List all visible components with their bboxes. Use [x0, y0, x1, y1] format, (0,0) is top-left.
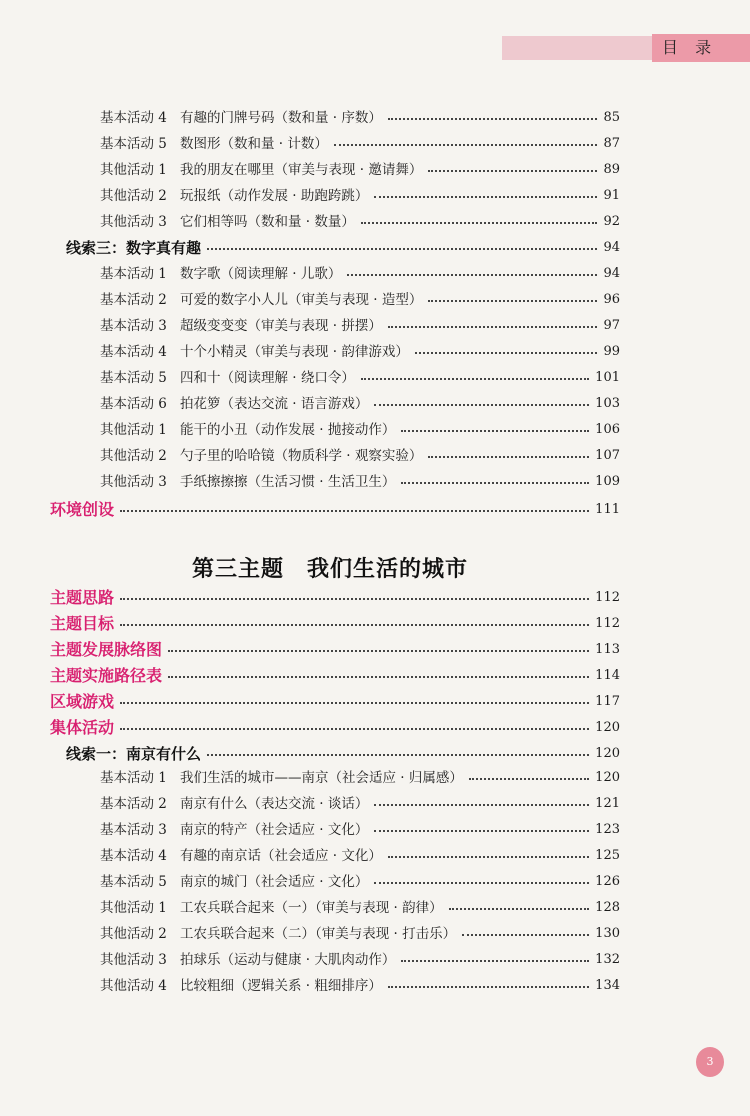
toc-section-heading[interactable]: [0, 716, 750, 740]
page-number: 120: [595, 720, 620, 735]
toc-entry[interactable]: [0, 392, 750, 416]
page-number: 91: [603, 188, 620, 203]
page-number: 134: [595, 978, 620, 993]
activity-number: 基本活动 5: [100, 136, 167, 152]
activity-number: 基本活动 3: [100, 318, 167, 334]
dot-leader: [207, 754, 589, 756]
activity-number: 基本活动 5: [100, 874, 167, 890]
toc-header-label: 目 录: [652, 34, 750, 62]
dot-leader: [120, 702, 589, 704]
toc-entry[interactable]: [0, 870, 750, 894]
toc-section-heading[interactable]: [0, 664, 750, 688]
activity-title: 四和十（阅读理解 · 绕口令）: [180, 370, 355, 386]
dot-leader: [120, 510, 589, 512]
activity-number: 基本活动 4: [100, 848, 167, 864]
section-label: 主题发展脉络图: [50, 640, 163, 659]
dot-leader: [428, 456, 589, 458]
section-label: 主题思路: [50, 588, 115, 607]
dot-leader: [207, 248, 597, 250]
page-number: 113: [595, 642, 620, 657]
page-number: 106: [595, 422, 620, 437]
dot-leader: [388, 326, 597, 328]
page-number: 94: [603, 266, 620, 281]
toc-entry[interactable]: [0, 314, 750, 338]
page-number: 121: [595, 796, 620, 811]
toc-section-heading[interactable]: [0, 586, 750, 610]
activity-title: 能干的小丑（动作发展 · 抛接动作）: [180, 422, 396, 438]
activity-title: 南京的特产（社会适应 · 文化）: [180, 822, 369, 838]
page-number: 132: [595, 952, 620, 967]
dot-leader: [347, 274, 597, 276]
activity-title: 勺子里的哈哈镜（物质科学 · 观察实验）: [180, 448, 423, 464]
page-number: 130: [595, 926, 620, 941]
activity-title: 工农兵联合起来（一）（审美与表现 · 韵律）: [180, 900, 443, 916]
toc-entry[interactable]: [0, 974, 750, 998]
activity-title: 有趣的南京话（社会适应 · 文化）: [180, 848, 382, 864]
dot-leader: [401, 430, 589, 432]
toc-entry[interactable]: [0, 470, 750, 494]
page-number: 89: [603, 162, 620, 177]
dot-leader: [374, 196, 597, 198]
activity-title: 十个小精灵（审美与表现 · 韵律游戏）: [180, 344, 409, 360]
activity-title: 数图形（数和量 · 计数）: [180, 136, 328, 152]
section-label: 区域游戏: [50, 692, 115, 711]
page-number: 120: [595, 746, 620, 761]
theme-title: 第三主题 我们生活的城市: [191, 556, 468, 582]
activity-number: 基本活动 1: [100, 770, 167, 786]
activity-title: 超级变变变（审美与表现 · 拼摆）: [180, 318, 382, 334]
toc-entry[interactable]: [0, 262, 750, 286]
activity-number: 基本活动 6: [100, 396, 167, 412]
activity-title: 手纸擦擦擦（生活习惯 · 生活卫生）: [180, 474, 396, 490]
dot-leader: [120, 624, 589, 626]
activity-number: 其他活动 3: [100, 474, 167, 490]
dot-leader: [462, 934, 589, 936]
dot-leader: [120, 728, 589, 730]
activity-title: 我的朋友在哪里（审美与表现 · 邀请舞）: [180, 162, 423, 178]
section-label: 集体活动: [50, 718, 115, 737]
activity-title: 比较粗细（逻辑关系 · 粗细排序）: [180, 978, 382, 994]
toc-entry[interactable]: [0, 948, 750, 972]
dot-leader: [469, 778, 589, 780]
dot-leader: [168, 676, 589, 678]
toc-entry[interactable]: [0, 818, 750, 842]
activity-number: 基本活动 2: [100, 796, 167, 812]
activity-number: 其他活动 2: [100, 926, 167, 942]
activity-title: 有趣的门牌号码（数和量 · 序数）: [180, 110, 382, 126]
page-number: 112: [595, 616, 620, 631]
page-number: 126: [595, 874, 620, 889]
activity-title: 拍花箩（表达交流 · 语言游戏）: [180, 396, 369, 412]
dot-leader: [361, 222, 597, 224]
activity-number: 基本活动 4: [100, 110, 167, 126]
activity-number: 基本活动 3: [100, 822, 167, 838]
page-number: 96: [603, 292, 620, 307]
toc-entry[interactable]: [0, 844, 750, 868]
activity-number: 其他活动 4: [100, 978, 167, 994]
toc-entry[interactable]: [0, 896, 750, 920]
dot-leader: [168, 650, 589, 652]
page-number: 114: [595, 668, 620, 683]
activity-number: 其他活动 2: [100, 188, 167, 204]
toc-entry[interactable]: [0, 210, 750, 234]
page-number: 125: [595, 848, 620, 863]
activity-title: 拍球乐（运动与健康 · 大肌肉动作）: [180, 952, 396, 968]
activity-number: 其他活动 3: [100, 952, 167, 968]
page-number: 123: [595, 822, 620, 837]
dot-leader: [361, 378, 589, 380]
dot-leader: [415, 352, 597, 354]
section-label: 主题实施路径表: [50, 666, 163, 685]
dot-leader: [374, 404, 589, 406]
page-number: 101: [595, 370, 620, 385]
clue-label: 线索三：数字真有趣: [66, 239, 202, 257]
activity-title: 工农兵联合起来（二）（审美与表现 · 打击乐）: [180, 926, 457, 942]
page-number: 128: [595, 900, 620, 915]
page-number: 111: [595, 502, 620, 517]
activity-title: 玩报纸（动作发展 · 助跑跨跳）: [180, 188, 369, 204]
dot-leader: [120, 598, 589, 600]
toc-section-heading[interactable]: [0, 690, 750, 714]
activity-number: 基本活动 1: [100, 266, 167, 282]
page-number: 92: [603, 214, 620, 229]
activity-number: 其他活动 1: [100, 900, 167, 916]
toc-entry[interactable]: [0, 132, 750, 156]
page-number: 94: [603, 240, 620, 255]
toc-entry[interactable]: [0, 158, 750, 182]
activity-title: 我们生活的城市——南京（社会适应 · 归属感）: [180, 770, 463, 786]
activity-title: 它们相等吗（数和量 · 数量）: [180, 214, 355, 230]
dot-leader: [401, 960, 589, 962]
activity-number: 其他活动 1: [100, 162, 167, 178]
toc-entry[interactable]: [0, 366, 750, 390]
activity-title: 南京有什么（表达交流 · 谈话）: [180, 796, 369, 812]
page-number: 120: [595, 770, 620, 785]
toc-clue-heading[interactable]: [0, 236, 750, 260]
toc-entry[interactable]: [0, 444, 750, 468]
toc-entry[interactable]: [0, 340, 750, 364]
dot-leader: [334, 144, 597, 146]
page-number: 112: [595, 590, 620, 605]
page-number: 117: [595, 694, 620, 709]
page-number: 87: [603, 136, 620, 151]
page-number: 107: [595, 448, 620, 463]
toc-entry[interactable]: [0, 792, 750, 816]
toc-section-heading[interactable]: [0, 638, 750, 662]
page-number: 103: [595, 396, 620, 411]
page-number-badge: 3: [696, 1047, 724, 1077]
dot-leader: [374, 830, 589, 832]
section-label: 主题目标: [50, 614, 115, 633]
section-label: 环境创设: [50, 500, 115, 519]
clue-label: 线索一：南京有什么: [66, 745, 202, 763]
page-number: 97: [603, 318, 620, 333]
page-number: 99: [603, 344, 620, 359]
page-number: 109: [595, 474, 620, 489]
activity-title: 可爱的数字小人儿（审美与表现 · 造型）: [180, 292, 423, 308]
toc-entry[interactable]: [0, 288, 750, 312]
activity-title: 数字歌（阅读理解 · 儿歌）: [180, 266, 342, 282]
dot-leader: [401, 482, 589, 484]
toc-entry[interactable]: [0, 766, 750, 790]
toc-section-heading[interactable]: [0, 612, 750, 636]
dot-leader: [388, 856, 589, 858]
toc-entry[interactable]: [0, 922, 750, 946]
activity-number: 其他活动 2: [100, 448, 167, 464]
toc-entry[interactable]: [0, 106, 750, 130]
page-number: 85: [603, 110, 620, 125]
activity-title: 南京的城门（社会适应 · 文化）: [180, 874, 369, 890]
dot-leader: [428, 300, 597, 302]
toc-clue-heading[interactable]: [0, 742, 750, 766]
activity-number: 基本活动 2: [100, 292, 167, 308]
dot-leader: [374, 804, 589, 806]
activity-number: 基本活动 5: [100, 370, 167, 386]
toc-entry[interactable]: [0, 418, 750, 442]
dot-leader: [428, 170, 597, 172]
dot-leader: [449, 908, 589, 910]
activity-number: 其他活动 1: [100, 422, 167, 438]
activity-number: 基本活动 4: [100, 344, 167, 360]
activity-number: 其他活动 3: [100, 214, 167, 230]
toc-entry[interactable]: [0, 184, 750, 208]
dot-leader: [374, 882, 589, 884]
dot-leader: [388, 118, 597, 120]
dot-leader: [388, 986, 589, 988]
toc-section-heading[interactable]: [0, 498, 750, 522]
